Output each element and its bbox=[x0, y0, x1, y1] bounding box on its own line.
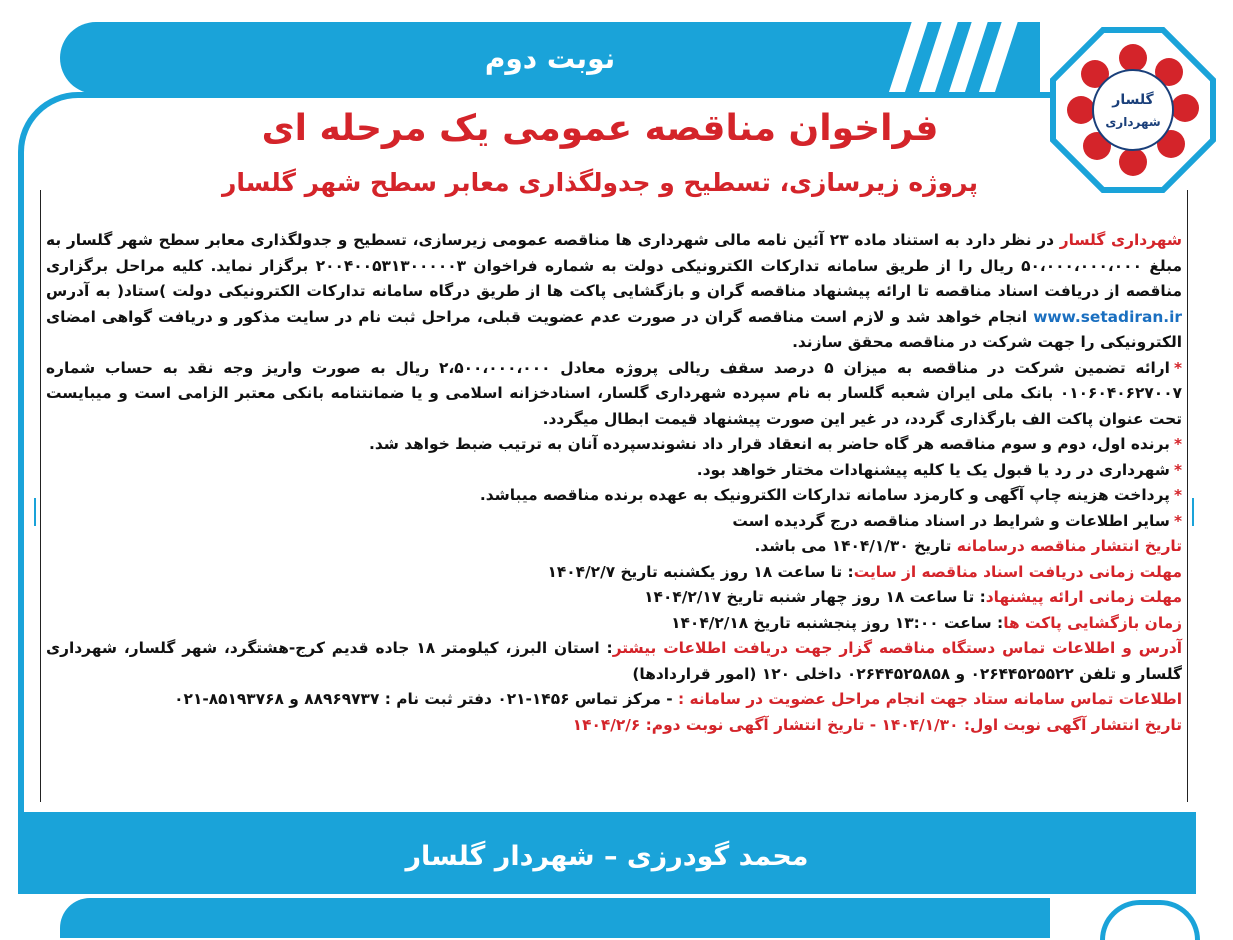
bullet-other-text: سایر اطلاعات و شرایط در اسناد مناقصه درج گردیده است bbox=[732, 511, 1170, 530]
header-title: نوبت دوم bbox=[484, 41, 616, 75]
bullet-rights-text: شهرداری در رد یا قبول یک یا کلیه پیشنهادات مختار خواهد بود. bbox=[696, 460, 1170, 479]
bullet-icon: * bbox=[1173, 435, 1182, 453]
municipality-name: شهرداری گلسار bbox=[1059, 231, 1182, 249]
right-tick bbox=[1192, 498, 1194, 526]
bid-deadline-label: مهلت زمانی ارائه پیشنهاد bbox=[985, 588, 1182, 606]
bid-deadline-line bbox=[46, 585, 1182, 611]
setad-contact-value: - مرکز تماس ۱۴۵۶-۰۲۱ دفتر ثبت نام : ۸۸۹۶۹۷۳۷ و ۸۵۱۹۳۷۶۸-۰۲۱ bbox=[174, 690, 679, 708]
doc-deadline-label: مهلت زمانی دریافت اسناد مناقصه از سایت bbox=[853, 562, 1182, 581]
announcement-body bbox=[46, 228, 1182, 738]
address-value: : استان البرز، کیلومتر ۱۸ جاده قدیم کرج-هشتگرد، شهر گلسار، شهرداری گلسار و تلفن ۰۲۶۴۴۵۲۵۵۲۲ و ۰۲۶۴۴۵۲۵۸۵۸ داخلی ۱۲۰ (امور قراردادها) bbox=[46, 639, 1182, 683]
setad-link[interactable]: www.setadiran.ir bbox=[1033, 307, 1182, 326]
next-block-logo bbox=[1100, 900, 1200, 940]
doc-deadline-value: : تا ساعت ۱۸ روز یکشنبه تاریخ ۱۴۰۴/۲/۷ bbox=[547, 562, 854, 581]
bullet-icon: * bbox=[1173, 511, 1182, 530]
intro-paragraph bbox=[46, 228, 1182, 356]
opening-time-line bbox=[46, 611, 1182, 637]
bullet-winners bbox=[46, 432, 1182, 458]
bullet-costs-text: پرداخت هزینه چاپ آگهی و کارمزد سامانه تدارکات الکترونیک به عهده برنده مناقصه میباشد. bbox=[479, 486, 1170, 504]
publish-rounds-line: تاریخ انتشار آگهی نوبت اول: ۱۴۰۴/۱/۳۰ - تاریخ انتشار آگهی نوبت دوم: ۱۴۰۴/۲/۶ bbox=[572, 715, 1182, 734]
doc-deadline-line bbox=[46, 560, 1182, 586]
intro-text-1: در نظر دارد به استناد ماده ۲۳ آئین نامه مالی شهرداری ها مناقصه عمومی زیرسازی، تسطیح و جدولگذاری معابر سطح شهر گلسار به مبلغ ۵۰،۰۰۰،۰۰۰،۰۰۰ ریال را از طریق سامانه تدارکات الکترونیکی دولت به شماره فراخوان ۲۰۰۴۰۰۵۳۱۳۰۰۰۰۰۳ برگزار نماید. کلیه مراحل برگزاری مناقصه از دریافت اسناد مناقصه تا ارائه پیشنهاد مناقصه گران و بازگشایی پاکت ها از طریق درگاه سامانه تدارکات الکترونیکی دولت )ستاد( به آدرس bbox=[46, 231, 1182, 300]
bullet-winners-text: برنده اول، دوم و سوم مناقصه هر گاه حاضر به انعقاد قرار داد نشوندسپرده آنان به ترتیب ضبط خواهد شد. bbox=[368, 435, 1170, 453]
bid-deadline-value: : تا ساعت ۱۸ روز چهار شنبه تاریخ ۱۴۰۴/۲/۱۷ bbox=[644, 588, 986, 606]
bullet-costs bbox=[46, 483, 1182, 509]
bullet-icon: * bbox=[1173, 486, 1182, 504]
project-subtitle: پروژه زیرسازی، تسطیح و جدولگذاری معابر سطح شهر گلسار bbox=[221, 168, 979, 197]
left-tick bbox=[34, 498, 36, 526]
next-block-bar bbox=[60, 898, 1050, 938]
bullet-guarantee bbox=[46, 356, 1182, 433]
publish-date-label: تاریخ انتشار مناقصه درسامانه bbox=[956, 537, 1182, 555]
setad-contact-line bbox=[46, 687, 1182, 713]
bullet-rights bbox=[46, 458, 1182, 484]
logo-text-2: شهرداری bbox=[1105, 115, 1161, 129]
address-line bbox=[46, 636, 1182, 687]
bullet-guarantee-text: ارائه تضمین شرکت در مناقصه به میزان ۵ درصد سقف ریالی پروژه معادل ۲،۵۰۰،۰۰۰،۰۰۰ ریال به صورت واریز وجه نقد به حساب شماره ۰۱۰۶۰۴۰۶۲۷۰۰۷ بانک ملی ایران شعبه گلسار به نام سپرده شهرداری گلسار، اسنادخزانه اسلامی و یا ضمانتنامه بانکی معتبر الزامی است و میبایست تحت عنوان پاکت الف بارگذاری گردد، در غیر این صورت پیشنهاد قیمت ابطال میگردد. bbox=[46, 358, 1182, 428]
setad-contact-label: اطلاعات تماس سامانه ستاد جهت انجام مراحل عضویت در سامانه : bbox=[678, 690, 1182, 708]
opening-time-value: : ساعت ۱۳:۰۰ روز پنجشنبه تاریخ ۱۴۰۴/۲/۱۸ bbox=[671, 613, 1004, 632]
bullet-icon: * bbox=[1173, 358, 1182, 377]
bullet-other bbox=[46, 509, 1182, 535]
announcement-title: فراخوان مناقصه عمومی یک مرحله ای bbox=[261, 108, 939, 149]
address-label: آدرس و اطلاعات تماس دستگاه مناقصه گزار جهت دریافت اطلاعات بیشتر bbox=[612, 639, 1182, 657]
logo-text-1: گلسار bbox=[1112, 92, 1154, 108]
intro-text-2: انجام خواهد شد و لازم است مناقصه گران در صورت عدم عضویت قبلی، مراحل ثبت نام در سایت مذکور و دریافت گواهی امضای الکترونیکی را جهت شرکت در مناقصه محقق سازند. bbox=[46, 307, 1182, 351]
publish-date-value: تاریخ ۱۴۰۴/۱/۳۰ می باشد. bbox=[754, 537, 957, 555]
municipality-logo bbox=[1045, 22, 1221, 198]
signature-text: محمد گودرزی – شهردار گلسار bbox=[405, 840, 809, 872]
publish-date-line bbox=[46, 534, 1182, 560]
bullet-icon: * bbox=[1173, 460, 1182, 479]
opening-time-label: زمان بازگشایی پاکت ها bbox=[1003, 613, 1182, 632]
